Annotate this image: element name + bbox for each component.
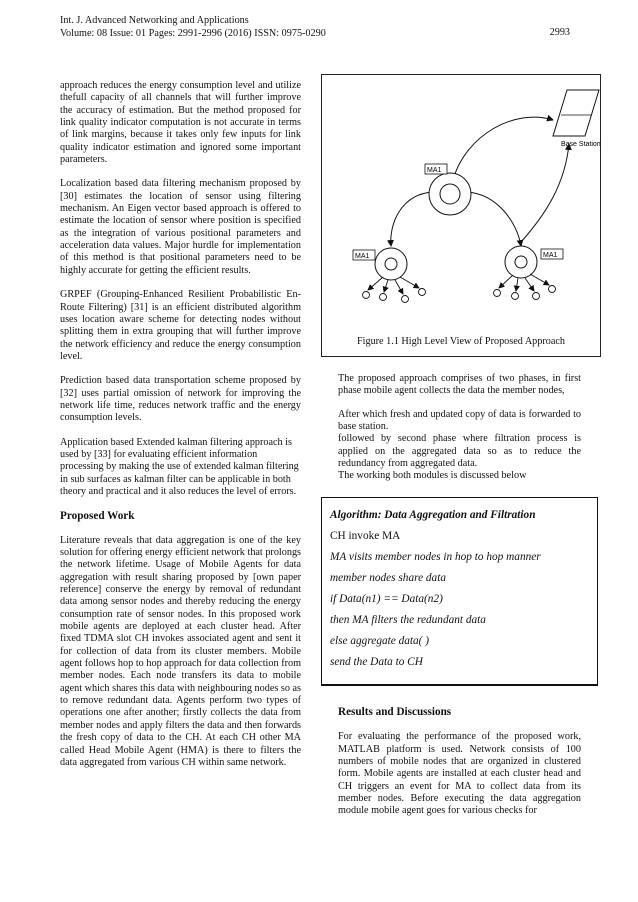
algorithm-box [321,497,598,686]
page-number: 2993 [549,27,570,38]
link-top-to-right [467,192,521,246]
algorithm-line: MA visits member nodes in hop to hop manner [330,551,541,563]
paragraph: After which fresh and updated copy of data is forwarded to base station. [338,408,581,433]
mobile-agent-label-right: MA1 [543,252,558,259]
paragraph: The working both modules is discussed below [338,470,527,482]
section-title-proposed-work: Proposed Work [60,510,135,523]
base-station-icon [553,90,599,136]
paragraph: followed by second phase where filtration process is applied on the aggregated data so as to reduce the redundancy from aggregated data. [338,433,581,470]
journal-name: Int. J. Advanced Networking and Applications [60,15,249,26]
algorithm-line: then MA filters the redundant data [330,614,486,626]
network-diagram [321,74,601,324]
algorithm-line: send the Data to CH [330,656,423,668]
algorithm-line: member nodes share data [330,572,446,584]
paragraph: GRPEF (Grouping-Enhanced Resilient Probabilistic En-Route Filtering) [31] is an efficient distributed algorithm uses location aware scheme for detecting nodes without splitting them in extra grouping that will further improve the network efficiency and reduce the energy consumption level. [60,289,301,362]
section-title-results: Results and Discussions [338,706,452,718]
figure-caption: Figure 1.1 High Level View of Proposed Approach [356,336,565,347]
base-station-label: Base Station [561,141,601,148]
cluster-head-top [429,173,471,215]
volume-line: Volume: 08 Issue: 01 Pages: 2991-2996 (2016) ISSN: 0975-0290 [60,28,326,39]
paragraph: approach reduces the energy consumption level and utilize thefull capacity of all channels that will further improve the accuracy of estimation. But the method proposed for link quality indicator computation is not accurate in terms of link margins, because it takes only few inputs for link quality indicator estimation and ignored some important parameters. [60,80,301,166]
right-column [338,373,581,483]
link-right-to-base [521,144,569,242]
cluster-head-right [505,246,537,278]
member-nodes-left [363,277,426,303]
paragraph: Literature reveals that data aggregation is one of the key solution for offering energy efficient network that prolongs the network lifetime. Usage of Mobile Agents for data aggregation with result sharing proposed by [own paper reference] conserve the energy by removal of redundant data among sensor nodes and thereby reducing the energy consumption rate of sensor nodes. In this proposed work mobile agents are deployed at each cluster head. After fixed TDMA slot CH invokes associated agent and sent it for collection of data from its cluster members. Mobile agent follows hop to hop approach for data collection from member nodes. Each node transfers its data to mobile agent which shares this data with neighbouring nodes so as to remove redundant data. Agents perform two types of operations one after another; firstly collects the data from member nodes and apply filters the data and then forwards the fresh copy of data to the CH. At each CH other MA called Head Mobile Agent (HMA) is there to filters the data aggregated from various CH within same network. [60,534,301,768]
results-section [338,706,581,818]
cluster-head-left [375,248,407,280]
paragraph: For evaluating the performance of the proposed work, MATLAB platform is used. Network consists of 100 numbers of mobile nodes that are organized in clustered form. Mobile agents are installed at each cluster head and CH triggers an event for MA to collect data from its member nodes. Before executing the data aggregation module mobile agent goes for various checks for [338,731,581,817]
left-column [60,80,301,781]
running-header [60,14,326,40]
paragraph: Application based Extended kalman filtering approach is used by [33] for evaluating efficient information processing by making the use of extended kalman filtering in sub surfaces as kalman filter can be applicable in both theory and practical and it also reduces the level of errors. [60,436,299,497]
link-top-to-left [391,192,433,246]
link-top-to-base [453,117,553,180]
paragraph: Localization based data filtering mechanism proposed by [30] estimates the location of sensor using filtering mechanism. An Eigen vector based approach is offered to estimate the location of sensor where position is specified as the integration of various positional parameters and acceleration data values. Major hurdle for implementation of this method is that positional parameters need to be highly accurate for getting the efficient results. [60,178,301,276]
algorithm-line: else aggregate data( ) [330,635,430,647]
mobile-agent-label-top: MA1 [427,167,442,174]
paragraph: Prediction based data transportation scheme proposed by [32] uses partial omission of network for improving the network life time, reduces network traffic and the energy consumption levels. [60,375,301,424]
algorithm-line: CH invoke MA [330,530,401,542]
algorithm-line: if Data(n1) == Data(n2) [330,593,443,605]
paragraph: The proposed approach comprises of two phases, in first phase mobile agent collects the data the member nodes, [338,373,581,397]
mobile-agent-label-left: MA1 [355,253,370,260]
algorithm-title: Algorithm: Data Aggregation and Filtration [330,509,536,521]
